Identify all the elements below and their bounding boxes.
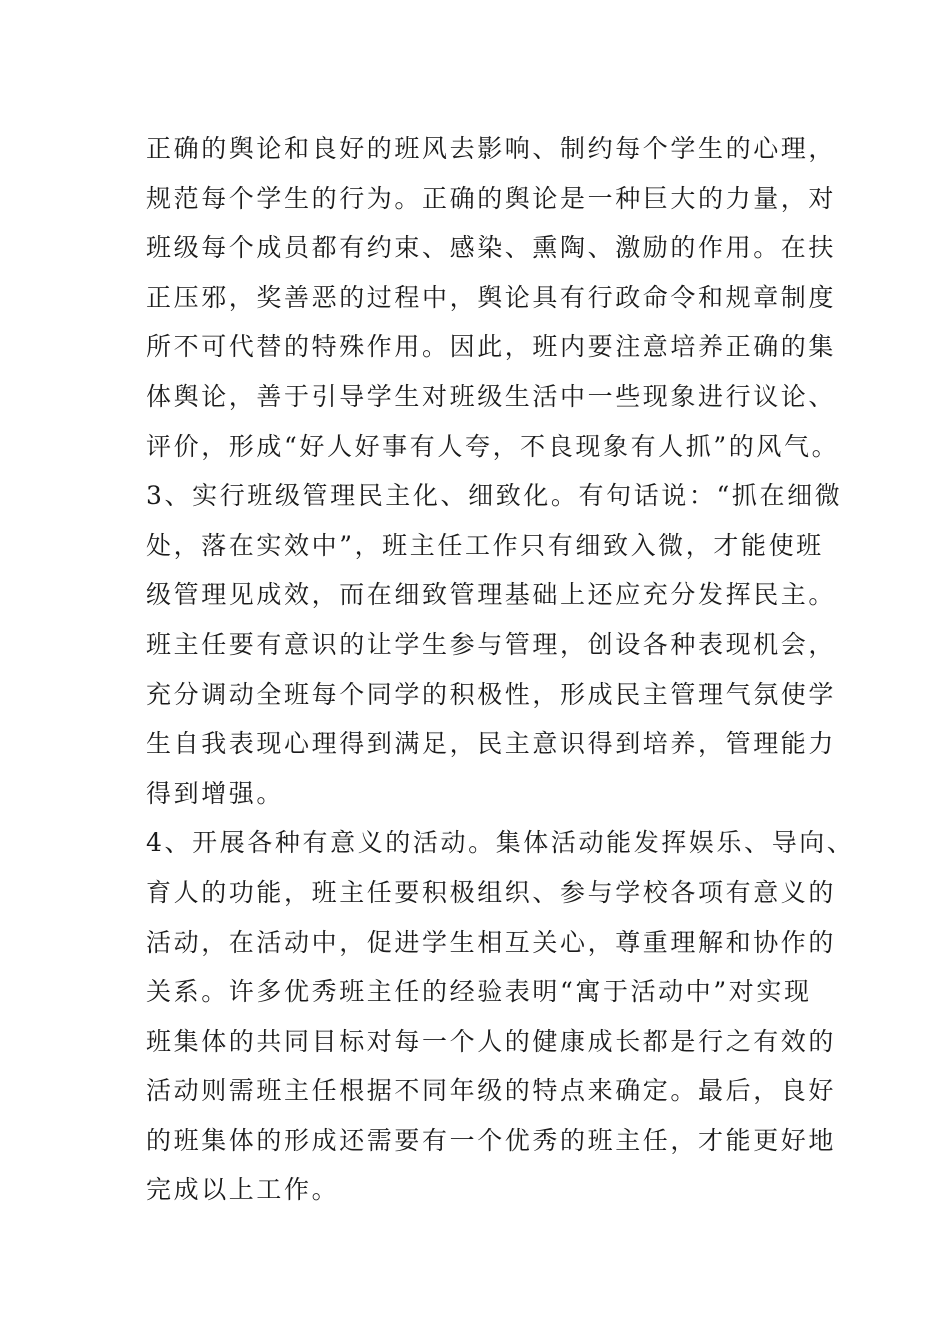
text-line: 活动，在活动中，促进学生相互关心，尊重理解和协作的 — [146, 927, 837, 957]
text-line: 班级每个成员都有约束、感染、熏陶、激励的作用。在扶 — [146, 233, 837, 263]
text-line: 正确的舆论和良好的班风去影响、制约每个学生的心理， — [146, 134, 837, 163]
text-line: 处，落在实效中”，班主任工作只有细致入微，才能使班 — [146, 530, 824, 560]
text-line: 活动则需班主任根据不同年级的特点来确定。最后，良好 — [146, 1076, 837, 1106]
text-line: 级管理见成效，而在细致管理基础上还应充分发挥民主。 — [146, 580, 837, 610]
body-text — [146, 124, 855, 1215]
text-line: 得到增强。 — [146, 778, 285, 808]
text-line: 评价，形成“好人好事有人夸，不良现象有人抓”的风气。 — [146, 431, 840, 461]
text-line: 体舆论，善于引导学生对班级生活中一些现象进行议论、 — [146, 381, 837, 411]
text-line: 完成以上工作。 — [146, 1175, 340, 1205]
text-line: 班集体的共同目标对每一个人的健康成长都是行之有效的 — [146, 1026, 837, 1056]
text-line: 所不可代替的特殊作用。因此，班内要注意培养正确的集 — [146, 332, 837, 362]
text-line: 充分调动全班每个同学的积极性，形成民主管理气氛使学 — [146, 679, 837, 709]
text-line: 4、开展各种有意义的活动。集体活动能发挥娱乐、导向、 — [146, 828, 855, 858]
text-line: 育人的功能，班主任要积极组织、参与学校各项有意义的 — [146, 877, 837, 907]
text-line: 生自我表现心理得到满足，民主意识得到培养，管理能力 — [146, 729, 837, 759]
text-line: 关系。许多优秀班主任的经验表明“寓于活动中”对实现 — [146, 977, 812, 1007]
text-line: 正压邪，奖善恶的过程中，舆论具有行政命令和规章制度 — [146, 282, 837, 312]
text-line: 3、实行班级管理民主化、细致化。有句话说：“抓在细微 — [146, 481, 843, 511]
text-line: 的班集体的形成还需要有一个优秀的班主任，才能更好地 — [146, 1125, 837, 1155]
text-line: 规范每个学生的行为。正确的舆论是一种巨大的力量，对 — [146, 183, 837, 213]
text-line: 班主任要有意识的让学生参与管理，创设各种表现机会， — [146, 629, 837, 659]
